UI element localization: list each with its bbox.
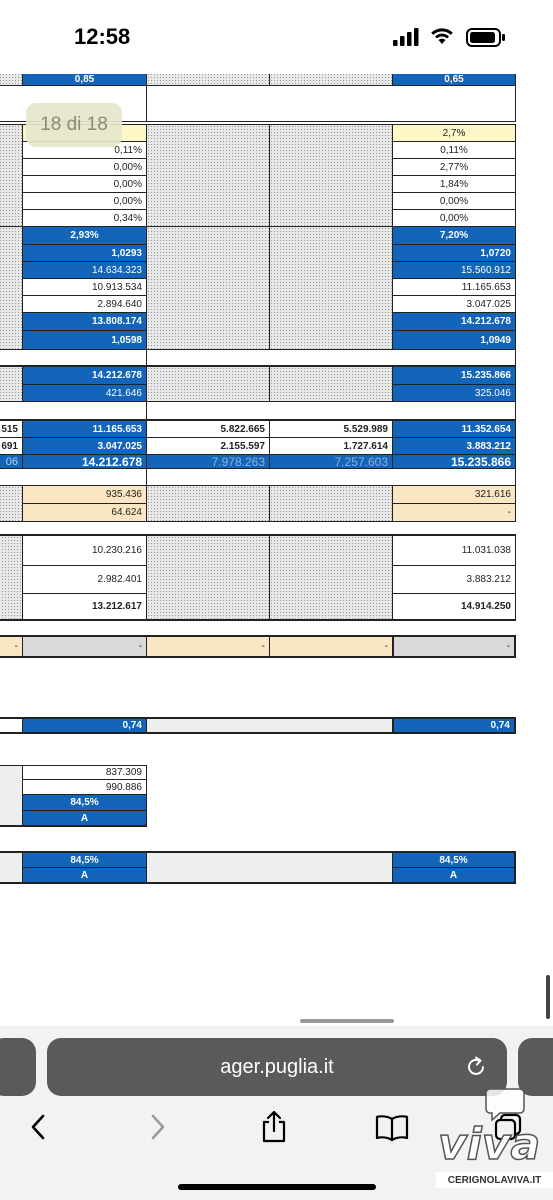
bookmarks-icon[interactable] (375, 1114, 409, 1142)
table-cell: 1,0949 (392, 330, 516, 350)
table-cell: 3.047.025 (392, 295, 516, 313)
table-cell: 515 (0, 419, 23, 438)
table-cell (0, 349, 147, 366)
table-cell: - (392, 503, 516, 522)
table-cell: 13.808.174 (22, 312, 147, 331)
table-cell: 421.646 (22, 384, 147, 402)
table-cell: 84,5% (22, 851, 147, 868)
status-time: 12:58 (74, 24, 131, 49)
table-cell: 0,74 (22, 717, 147, 734)
watermark-site: CERIGNOLAVIVA.IT (436, 1172, 553, 1188)
table-cell: 1,0293 (22, 244, 147, 262)
table-cell (0, 485, 23, 522)
table-cell: 5.822.665 (146, 419, 270, 438)
table-cell (269, 485, 393, 522)
table-cell (0, 366, 23, 402)
table-cell (146, 534, 270, 621)
table-cell: 10.913.534 (22, 278, 147, 296)
table-cell: 1,0720 (392, 244, 516, 262)
table-cell: 990.886 (22, 779, 147, 795)
table-cell: 11.352.654 (392, 419, 516, 438)
table-cell: 15.235.866 (392, 366, 516, 385)
table-cell: 2.982.401 (22, 565, 147, 594)
reload-icon[interactable] (465, 1056, 487, 1078)
table-cell: 691 (0, 437, 23, 455)
table-cell: 13.212.617 (22, 593, 147, 621)
table-cell (0, 717, 23, 734)
table-cell: 84,5% (22, 794, 147, 811)
table-cell: 15.235.866 (392, 454, 516, 470)
table-cell: 1,84% (392, 175, 516, 193)
table-cell: 837.309 (22, 765, 147, 780)
table-cell: 3.883.212 (392, 565, 516, 594)
table-cell: 0,00% (22, 192, 147, 210)
table-cell: 2,7% (392, 124, 516, 142)
table-cell: 15.560.912 (392, 261, 516, 279)
table-cell (0, 401, 147, 419)
table-cell: 935.436 (22, 485, 147, 504)
table-cell: 0,34% (22, 209, 147, 227)
table-cell: A (392, 867, 516, 884)
table-cell: 3.883.212 (392, 437, 516, 455)
scroll-thumb[interactable] (546, 975, 550, 1019)
table-cell: 7.978.263 (146, 454, 270, 470)
table-cell: 1,0598 (22, 330, 147, 350)
table-cell: 325.046 (392, 384, 516, 402)
table-cell: 2.155.597 (146, 437, 270, 455)
table-cell: 2.894.640 (22, 295, 147, 313)
table-cell: 2,77% (392, 158, 516, 176)
watermark-brand: viva (438, 1119, 541, 1170)
table-cell: 0,85 (22, 74, 147, 86)
table-cell: - (392, 635, 516, 658)
table-cell: 7,20% (392, 226, 516, 245)
table-cell: 64.624 (22, 503, 147, 522)
table-cell: 10.230.216 (22, 534, 147, 566)
table-cell (0, 851, 23, 884)
wifi-icon (430, 27, 454, 45)
table-cell (0, 469, 147, 486)
table-cell: 14.212.678 (22, 366, 147, 385)
table-cell: 321.616 (392, 485, 516, 504)
share-icon[interactable] (260, 1110, 288, 1144)
table-cell (0, 226, 23, 350)
table-cell: 0,65 (392, 74, 516, 86)
table-cell (146, 717, 393, 734)
previous-tab[interactable] (0, 1038, 36, 1096)
table-cell (146, 124, 270, 227)
table-cell: 11.165.653 (392, 278, 516, 296)
table-cell: 7.257.603 (269, 454, 393, 470)
watermark-chat-icon (484, 1085, 526, 1123)
table-cell: 14.914.250 (392, 593, 516, 621)
table-cell (269, 124, 393, 227)
table-cell: A (22, 867, 147, 884)
table-cell (146, 85, 516, 122)
table-cell: 06 (0, 454, 23, 470)
pdf-document-view[interactable] (0, 74, 553, 1024)
table-cell (146, 366, 270, 402)
table-cell: 2,93% (22, 226, 147, 245)
table-cell (146, 469, 516, 486)
battery-icon (466, 28, 506, 47)
pull-handle[interactable] (300, 1019, 394, 1023)
address-text[interactable]: ager.puglia.it (220, 1055, 334, 1078)
status-bar (0, 0, 553, 74)
table-cell: 0,74 (392, 717, 516, 734)
table-cell (146, 349, 516, 366)
table-cell: 0,11% (22, 141, 147, 159)
back-icon[interactable] (28, 1112, 48, 1142)
table-cell (0, 534, 23, 621)
table-cell: 0,00% (392, 192, 516, 210)
table-cell: 3.047.025 (22, 437, 147, 455)
table-cell (0, 124, 23, 227)
table-cell: 14.212.678 (22, 454, 147, 470)
table-cell (0, 765, 23, 827)
table-cell: - (146, 635, 270, 658)
table-cell: 84,5% (392, 851, 516, 868)
table-cell: 0,00% (22, 175, 147, 193)
cellular-signal-icon (393, 28, 419, 46)
table-cell: 14.634.323 (22, 261, 147, 279)
table-cell: 14.212.678 (392, 312, 516, 331)
table-cell: - (269, 635, 393, 658)
page-indicator: 18 di 18 (26, 103, 122, 147)
table-cell (269, 366, 393, 402)
table-cell: 11.165.653 (22, 419, 147, 438)
table-cell: 1.727.614 (269, 437, 393, 455)
table-cell: 0,00% (22, 158, 147, 176)
watermark-logo (430, 1085, 553, 1193)
table-cell: 0,11% (392, 141, 516, 159)
table-cell (146, 401, 516, 419)
table-cell (146, 851, 393, 884)
table-cell: 11.031.038 (392, 534, 516, 566)
table-cell: - (22, 635, 147, 658)
home-indicator (178, 1184, 376, 1190)
table-cell (146, 226, 270, 350)
table-cell: 0,00% (392, 209, 516, 227)
table-cell: A (22, 810, 147, 827)
table-cell (269, 226, 393, 350)
forward-icon[interactable] (148, 1112, 168, 1142)
table-cell: 5.529.989 (269, 419, 393, 438)
table-cell: - (0, 635, 23, 658)
table-cell (269, 534, 393, 621)
table-cell (146, 485, 270, 522)
